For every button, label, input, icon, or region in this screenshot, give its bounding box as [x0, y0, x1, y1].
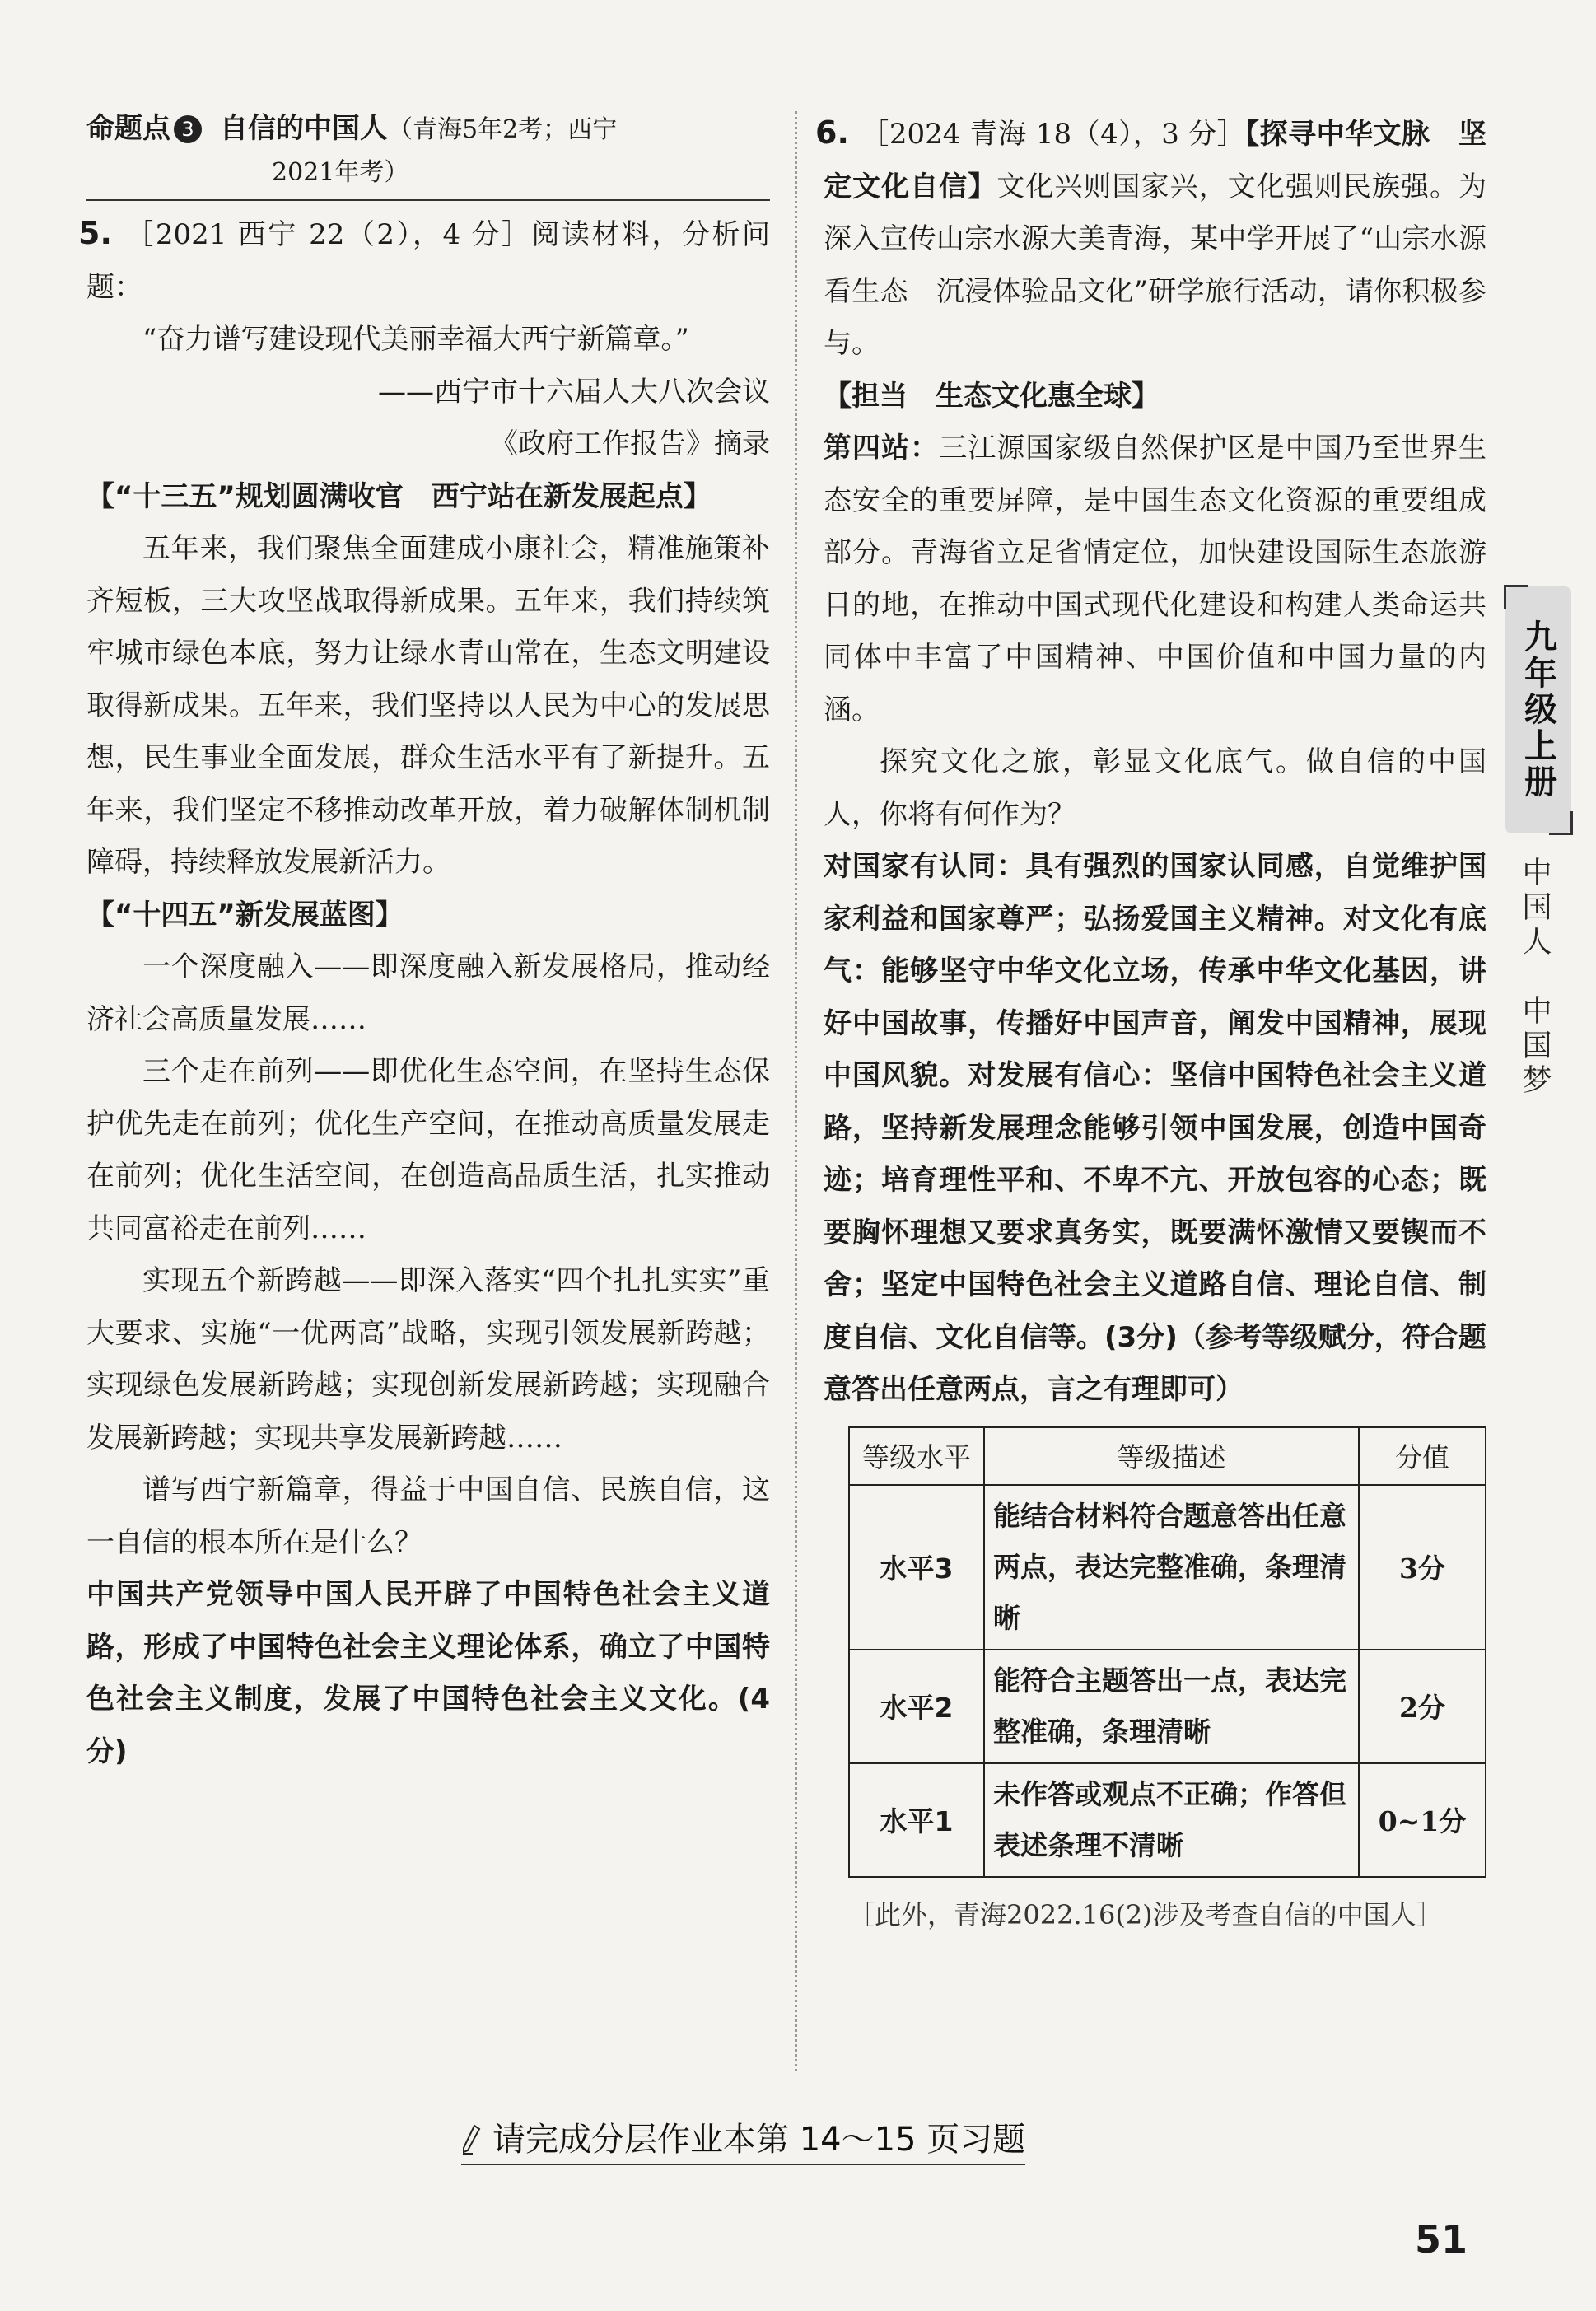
table-header-row: [849, 1427, 1486, 1485]
table-cell-level: 水平2: [849, 1650, 984, 1763]
q5-question: 谱写西宁新篇章，得益于中国自信、民族自信，这一自信的根本所在是什么？: [86, 1473, 770, 1559]
section-header: [86, 107, 770, 201]
q6-source: ［2024 青海 18（4），3 分］: [860, 118, 1246, 151]
tab-corner-mark: [1549, 811, 1573, 835]
table-header: 分值: [1359, 1427, 1486, 1485]
q5-paragraph-4: 实现五个新跨越——即深入落实“四个扎扎实实”重大要求、实施“一优两高”战略，实现引领发展新跨越；实现绿色发展新跨越；实现创新发展新跨越；实现融合发展新跨越；实现共享发展新跨越……: [86, 1264, 770, 1454]
table-cell-score: 3分: [1359, 1485, 1486, 1650]
homework-footer: [461, 2113, 1025, 2165]
tab-corner-mark: [1504, 585, 1528, 609]
q6-intro: 文化兴则国家兴，文化强则民族强。为深入宣传山宗水源大美青海，某中学开展了“山宗水源看生态 沉浸体验品文化”研学旅行活动，请你积极参与。: [824, 170, 1487, 360]
q6-theme: 【探寻中华文脉 坚定文化自信】: [824, 118, 1487, 203]
q6-header: [815, 107, 1487, 371]
table-cell-score: 0~1分: [1359, 1763, 1486, 1877]
q5-paragraph-3: 三个走在前列——即优化生态空间，在坚持生态保护优先走在前列；优化生产空间，在推动高质量发展走在前列；优化生活空间，在创造高品质生活，扎实推动共同富裕走在前列……: [86, 1055, 770, 1245]
section-tag: 命题点: [86, 112, 170, 145]
q6-station-label: 第四站：: [824, 432, 940, 465]
q5-heading-2: 【“十四五”新发展蓝图】: [86, 898, 404, 931]
table-cell-desc: 能符合主题答出一点，表达完整准确，条理清晰: [984, 1650, 1359, 1763]
section-source: （青海5年2考；西宁: [388, 115, 618, 144]
page-number: 51: [1415, 2217, 1468, 2262]
table-header: 等级水平: [849, 1427, 984, 1485]
q5-answer: 中国共产党领导中国人民开辟了中国特色社会主义道路，形成了中国特色社会主义理论体系，确立了中国特色社会主义制度，发展了中国特色社会主义文化。(4分): [86, 1578, 770, 1768]
table-cell-score: 2分: [1359, 1650, 1486, 1763]
q5-heading-1: 【“十三五”规划圆满收官 西宁站在新发展起点】: [86, 479, 712, 513]
column-divider: [795, 111, 797, 2071]
table-cell-level: 水平1: [849, 1763, 984, 1877]
table-cell-desc: 能结合材料符合题意答出任意两点，表达完整准确，条理清晰: [984, 1485, 1359, 1650]
table-row: [849, 1485, 1486, 1650]
table-row: [849, 1763, 1486, 1877]
section-source-cont: 2021年考）: [272, 158, 409, 187]
q6-paragraph-1: [824, 423, 1486, 736]
grade-side-tab: [1505, 586, 1571, 833]
right-column: [815, 107, 1487, 1940]
q6-number: 6.: [815, 114, 849, 151]
q5-cite-line2: 《政府工作报告》摘录: [490, 427, 770, 460]
q5-cite-line1: ——西宁市十六届人大八次会议: [378, 375, 770, 409]
q5-quote: “奋力谱写建设现代美丽幸福大西宁新篇章。”: [142, 323, 689, 356]
q5-paragraph-1: 五年来，我们聚焦全面建成小康社会，精准施策补齐短板，三大攻坚战取得新成果。五年来，我们持续筑牢城市绿色本底，努力让绿水青山常在，生态文明建设取得新成果。五年来，我们坚持以人民为中心的发展思想，民生事业全面发展，群众生活水平有了新提升。五年来，我们坚定不移推动改革开放，着力破解体制机制障碍，持续释放发展新活力。: [86, 532, 770, 879]
q6-heading-1: 【担当 生态文化惠全球】: [824, 379, 1160, 413]
q5-paragraph-2: 一个深度融入——即深度融入新发展格局，推动经济社会高质量发展……: [86, 950, 770, 1036]
footer-text: 请完成分层作业本第 14～15 页习题: [492, 2121, 1026, 2159]
q6-question: 探究文化之旅，彰显文化底气。做自信的中国人，你将有何作为？: [824, 745, 1486, 831]
q5-number: 5.: [78, 215, 112, 251]
q5-header: [78, 208, 770, 314]
q6-answer: 对国家有认同：具有强烈的国家认同感，自觉维护国家利益和国家尊严；弘扬爱国主义精神。对文化有底气：能够坚守中华文化立场，传承中华文化基因，讲好中国故事，传播好中国声音，阐发中国精神，展现中国风貌。对发展有信心：坚信中国特色社会主义道路，坚持新发展理念能够引领中国发展，创造中国奇迹；培育理性平和、不卑不亢、开放包容的心态；既要胸怀理想又要求真务实，既要满怀激情又要锲而不舍；坚定中国特色社会主义道路自信、理论自信、制度自信、文化自信等。(3分)（参考等级赋分，符合题意答出任意两点，言之有理即可）: [824, 850, 1486, 1406]
table-header: 等级描述: [984, 1427, 1359, 1485]
section-number-badge: 3: [174, 115, 202, 143]
table-cell-desc: 未作答或观点不正确；作答但表述条理不清晰: [984, 1763, 1359, 1877]
left-column: [78, 107, 770, 1778]
unit-side-label: 中国人 中国梦: [1518, 857, 1552, 1099]
pencil-icon: [461, 2124, 481, 2155]
q6-note: ［此外，青海2022.16(2)涉及考查自信的中国人］: [848, 1898, 1443, 1931]
q5-head: ［2021 西宁 22（2），4 分］阅读材料，分析问题：: [86, 218, 770, 304]
section-title: 自信的中国人: [220, 112, 388, 145]
q6-station-text: 三江源国家级自然保护区是中国乃至世界生态安全的重要屏障，是中国生态文化资源的重要组成部分。青海省立足省情定位，加快建设国际生态旅游目的地，在推动中国式现代化建设和构建人类命运共同体中丰富了中国精神、中国价值和中国力量的内涵。: [824, 432, 1487, 726]
table-row: [849, 1650, 1486, 1763]
table-cell-level: 水平3: [849, 1485, 984, 1650]
grade-tab-label: 九年级上册: [1519, 619, 1557, 801]
grading-table: [848, 1426, 1486, 1878]
